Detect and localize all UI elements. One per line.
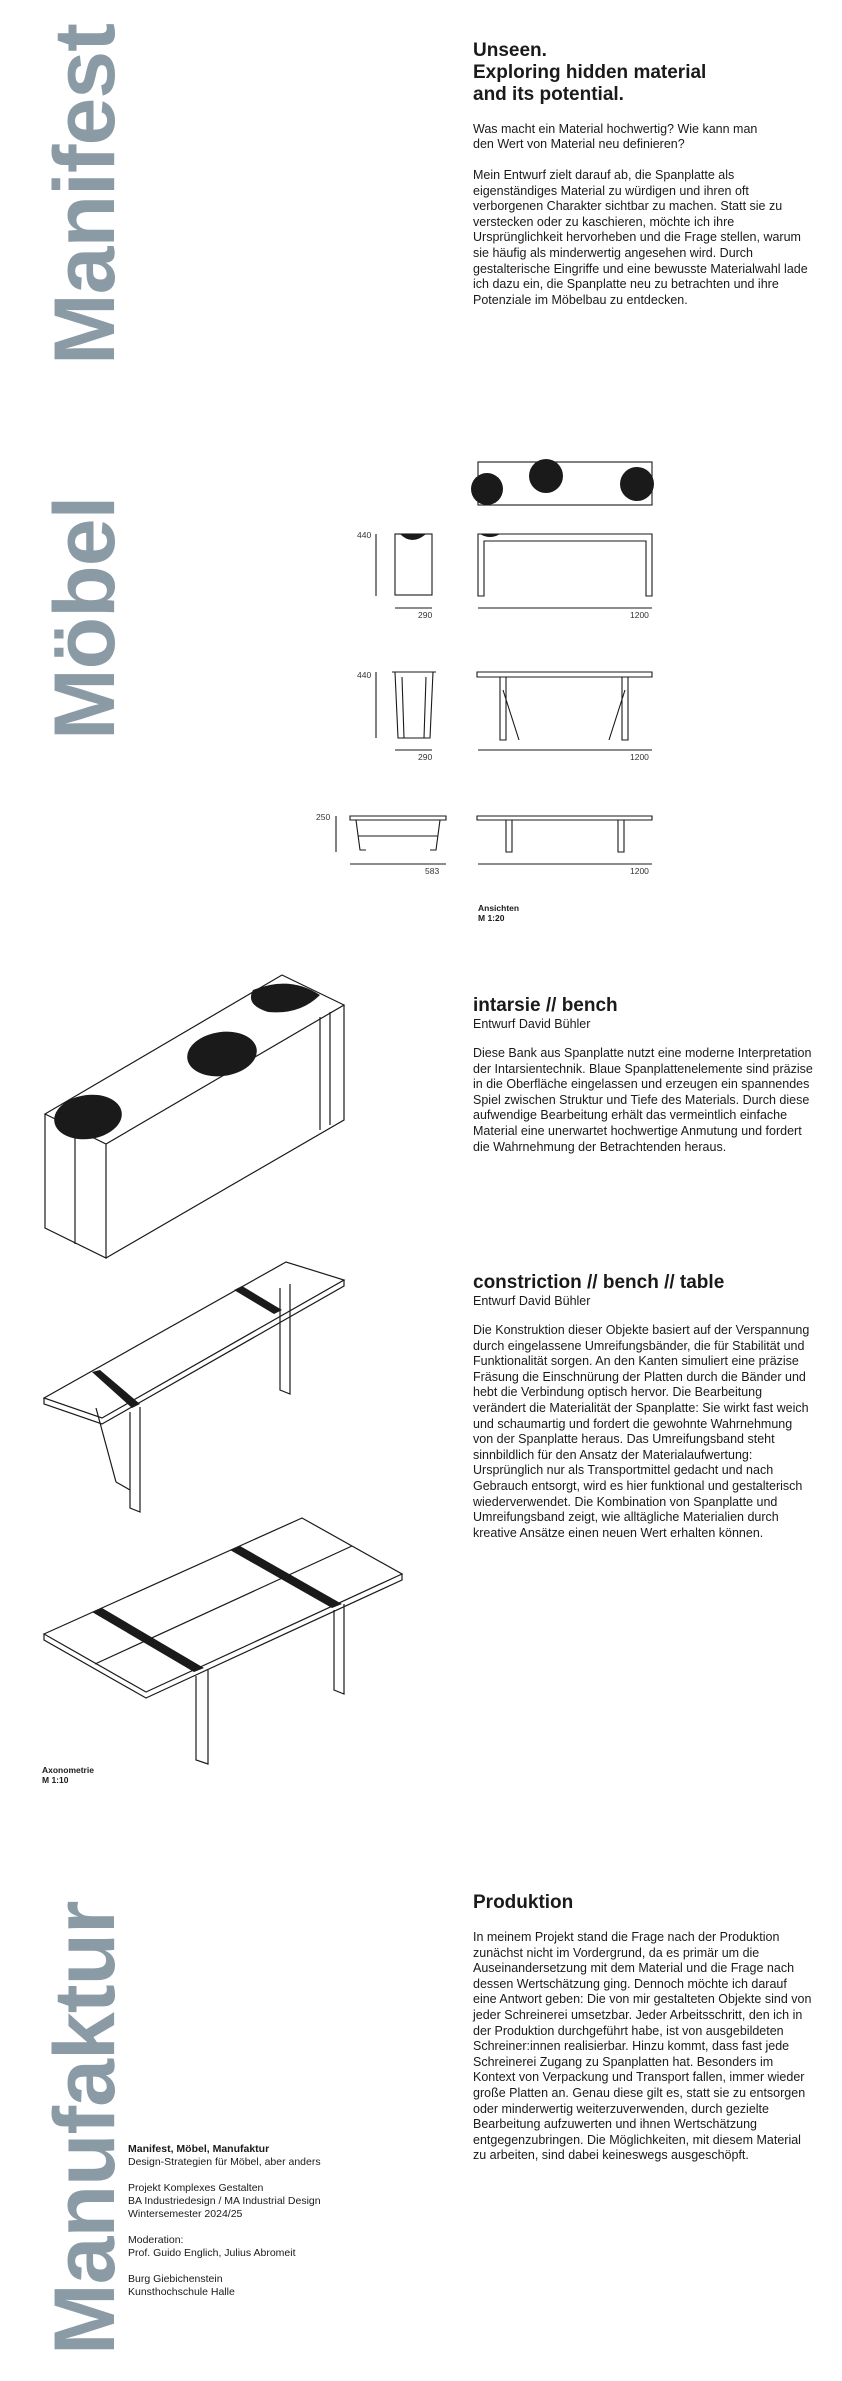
produktion-title: Produktion — [473, 1892, 574, 1913]
colophon-moderation-label: Moderation: — [128, 2234, 184, 2246]
strap — [92, 1608, 204, 1672]
section-title-moebel: Möbel — [37, 496, 133, 740]
dim-label: 440 — [357, 670, 372, 680]
dim-label: 290 — [418, 752, 433, 762]
colophon-subtitle: Design-Strategien für Möbel, aber anders — [128, 2156, 321, 2168]
project-body: Die Konstruktion dieser Objekte basiert auf der Verspannung durch eingelassene Umreifungsbänder, die für Stabilität und Funktionalität sorgen. An den Kanten simuliert eine präzise Fräsung die Einschnürung der Platten durch die Bänder und hebt die Verbindung optisch hervor. Die Bearbeitung verändert die Materialität der Spanplatte: Sie wirkt fast weich und schaumartig und fordert die gewohnte Wahrnehmung von der Spanplatte heraus. Das Umreifungsband steht sinnbildlich für den Ansatz der Materialaufwertung: Ursprünglich nur als Transportmittel gedacht und nach Gebrauch entsorgt, wird es hier funktional und gestalterisch wiederverwendet. Die Kombination von Spanplatte und Umreifungsband zeigt, wie alltägliche Materialien durch kreative Ansätze einen neuen Wert erhalten können. — [473, 1323, 810, 1540]
colophon-semester: Wintersemester 2024/25 — [128, 2208, 243, 2220]
produktion-body: In meinem Projekt stand die Frage nach der Produktion zunächst nicht im Vordergrund, da es primär um die Auseinandersetzung mit dem Material und die Frage nach dessen Wertschätzung ging. Dennoch möchte ich darauf eine Antwort geben: Die von mir gestalteten Objekte sind von jeder Schreinerei umsetzbar. Jeder Arbeitsschritt, den ich in der Produktion durchgeführt habe, ist von ausgebildeten Schreiner:innen realisierbar. Hinzu kommt, dass fast jede Schreinerei Zugang zu Spanplatten hat. Besonders im Kontext von Verpackung und Transport fallen, immer wieder große Platten an. Genau diese gilt es, statt sie zu entsorgen oder minderwertig weiterzuverwenden, durch gezielte Bearbeitung aufzuwerten und ihnen Wertschätzung entgegenzubringen. Die Möglichkeiten, mit diesem Material zu arbeiten, sind dabei keineswegs ausgeschöpft. — [473, 1930, 812, 2163]
dim-label: 290 — [418, 610, 433, 620]
views-caption-title: Ansichten — [478, 903, 520, 913]
axo-caption — [42, 1765, 94, 1785]
dim-label: 1200 — [630, 866, 649, 876]
project-title: constriction // bench // table — [473, 1272, 725, 1293]
colophon-program: BA Industriedesign / MA Industrial Design — [128, 2195, 321, 2207]
strap — [230, 1546, 342, 1608]
section-title-manufaktur: Manufaktur — [37, 1901, 133, 2355]
project-author: Entwurf David Bühler — [473, 1294, 591, 1308]
dim-label: 1200 — [630, 610, 649, 620]
manifest-title-line: Unseen. — [473, 40, 547, 61]
manifest-body: Mein Entwurf zielt darauf ab, die Spanplatte als eigenständiges Material zu würdigen und ihren oft verborgenen Charakter sichtbar zu machen. Statt sie zu verstecken oder zu kaschieren, möchte ich ihre Ursprünglichkeit hervorheben und die Frage stellen, warum sie häufig als minderwertig angesehen wird. Durch gestalterische Eingriffe und eine bewusste Materialwahl lade ich dazu ein, die Spanplatte neu zu betrachten und ihre Potenziale im Möbelbau zu entdecken. — [473, 168, 808, 307]
views-caption-scale: M 1:20 — [478, 913, 505, 923]
manifest-title-line: Exploring hidden material — [473, 62, 707, 83]
produktion-block — [473, 1892, 813, 2164]
manifest-questions: Was macht ein Material hochwertig? Wie kann man den Wert von Material neu definieren? — [473, 122, 758, 151]
project-author: Entwurf David Bühler — [473, 1017, 591, 1031]
axo-caption-scale: M 1:10 — [42, 1775, 69, 1785]
colophon-course: Projekt Komplexes Gestalten — [128, 2182, 264, 2194]
project-body: Diese Bank aus Spanplatte nutzt eine moderne Interpretation der Intarsientechnik. Blaue Spanplattenelemente sind präzise in die Oberfläche eingelassen und erzeugen ein spannendes Spiel zwischen Struktur und Tiefe des Materials. Durch diese aufwendige Bearbeitung erhält das vermeintlich einfache Material eine unerwartet hochwertige Anmutung und fordert die Wahrnehmung der Betrachtenden heraus. — [473, 1046, 813, 1154]
dim-label: 583 — [425, 866, 440, 876]
colophon-school-2: Kunsthochschule Halle — [128, 2286, 235, 2298]
colophon-moderation: Prof. Guido Englich, Julius Abromeit — [128, 2247, 296, 2259]
axo-caption-title: Axonometrie — [42, 1765, 94, 1775]
dim-label: 250 — [316, 812, 331, 822]
colophon-school-1: Burg Giebichenstein — [128, 2273, 223, 2285]
project-title: intarsie // bench — [473, 995, 618, 1016]
colophon — [128, 2143, 408, 2299]
colophon-title: Manifest, Möbel, Manufaktur — [128, 2143, 270, 2155]
section-title-manifest: Manifest — [37, 24, 133, 365]
dim-label: 1200 — [630, 752, 649, 762]
manifest-title-line: and its potential. — [473, 84, 624, 105]
dim-label: 440 — [357, 530, 372, 540]
